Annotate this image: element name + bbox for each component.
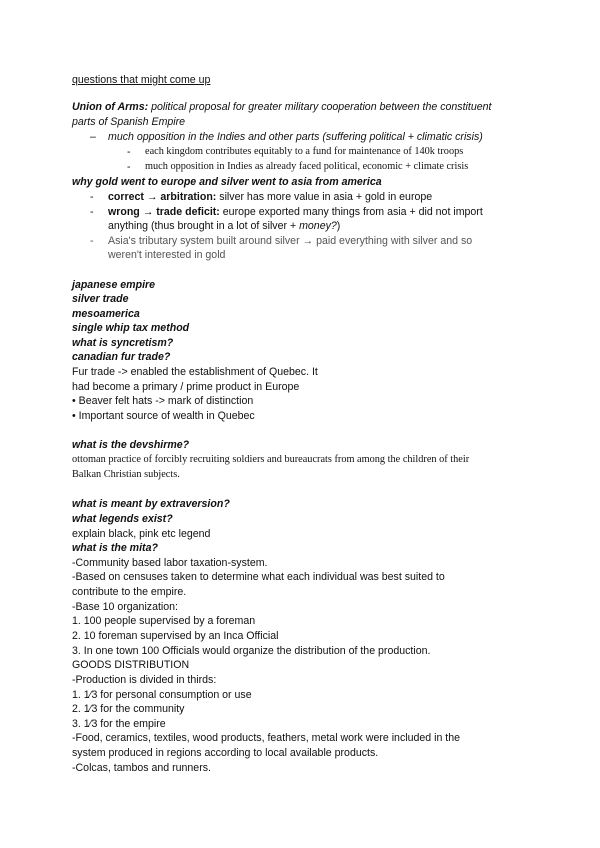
gold-wrong-line-2: anything (thus brought in a lot of silver + money?)	[108, 220, 341, 232]
mita-line: 1. 100 people supervised by a foreman	[72, 615, 256, 627]
fur-line-1: Fur trade -> enabled the establishment of Quebec. It	[72, 366, 318, 378]
gold-asia-line-2: weren't interested in gold	[108, 249, 226, 261]
topic-heading: what is syncretism?	[72, 337, 174, 349]
list-bullet: -	[90, 235, 94, 247]
sub-bullet: -	[127, 146, 131, 158]
list-bullet: -	[90, 206, 94, 218]
union-point-1: much opposition in the Indies and other parts (suffering political + climatic crisis)	[108, 131, 483, 143]
mita-line: 1. 1⁄3 for personal consumption or use	[72, 689, 252, 701]
fur-line-3: • Beaver felt hats -> mark of distinction	[72, 395, 254, 407]
mita-line: GOODS DISTRIBUTION	[72, 659, 190, 671]
topic-heading: japanese empire	[72, 279, 156, 291]
devshirme-heading: what is the devshirme?	[72, 439, 190, 451]
mita-line: -Production is divided in thirds:	[72, 674, 217, 686]
dash-bullet: –	[90, 131, 96, 143]
page-title: questions that might come up	[72, 74, 211, 86]
topic-heading: single whip tax method	[72, 322, 190, 334]
mita-line: 2. 1⁄3 for the community	[72, 703, 185, 715]
devshirme-line-1: ottoman practice of forcibly recruiting soldiers and bureaucrats from among the children of their	[72, 454, 470, 465]
fur-line-2: had become a primary / prime product in Europe	[72, 381, 300, 393]
sub-bullet: -	[127, 161, 131, 173]
fur-line-4: • Important source of wealth in Quebec	[72, 410, 255, 422]
legends-line: explain black, pink etc legend	[72, 528, 211, 540]
gold-wrong-line: wrong → trade deficit: europe exported many things from asia + did not import	[108, 206, 483, 218]
mita-line: system produced in regions according to local available products.	[72, 747, 379, 759]
topic-heading: silver trade	[72, 293, 129, 305]
union-sub-1: each kingdom contributes equitably to a fund for maintenance of 140k troops	[145, 146, 464, 157]
mita-line: -Community based labor taxation-system.	[72, 557, 268, 569]
union-definition-line-2: parts of Spanish Empire	[72, 116, 186, 128]
gold-heading: why gold went to europe and silver went to asia from america	[72, 176, 382, 188]
topic-heading: canadian fur trade?	[72, 351, 171, 363]
topic-heading: mesoamerica	[72, 308, 140, 320]
extraversion-heading: what is meant by extraversion?	[72, 498, 230, 510]
devshirme-line-2: Balkan Christian subjects.	[72, 469, 180, 480]
gold-correct-line: correct → arbitration: silver has more value in asia + gold in europe	[108, 191, 433, 203]
mita-line: -Colcas, tambos and runners.	[72, 762, 211, 774]
gold-asia-line-1: Asia's tributary system built around silver → paid everything with silver and so	[108, 235, 473, 247]
legends-heading: what legends exist?	[72, 513, 173, 525]
mita-line: 3. In one town 100 Officials would organize the distribution of the production.	[72, 645, 431, 657]
mita-line: 3. 1⁄3 for the empire	[72, 718, 166, 730]
mita-line: -Based on censuses taken to determine what each individual was best suited to	[72, 571, 445, 583]
union-sub-2: much opposition in Indies as already faced political, economic + climate crisis	[145, 161, 469, 172]
list-bullet: -	[90, 191, 94, 203]
mita-line: contribute to the empire.	[72, 586, 187, 598]
mita-line: -Base 10 organization:	[72, 601, 179, 613]
mita-line: 2. 10 foreman supervised by an Inca Official	[72, 630, 279, 642]
union-heading: Union of Arms:	[72, 101, 149, 113]
mita-line: -Food, ceramics, textiles, wood products, feathers, metal work were included in the	[72, 732, 461, 744]
union-definition: political proposal for greater military cooperation between the constituent	[148, 101, 492, 113]
union-definition-line-1	[72, 100, 491, 115]
mita-heading: what is the mita?	[72, 542, 158, 554]
